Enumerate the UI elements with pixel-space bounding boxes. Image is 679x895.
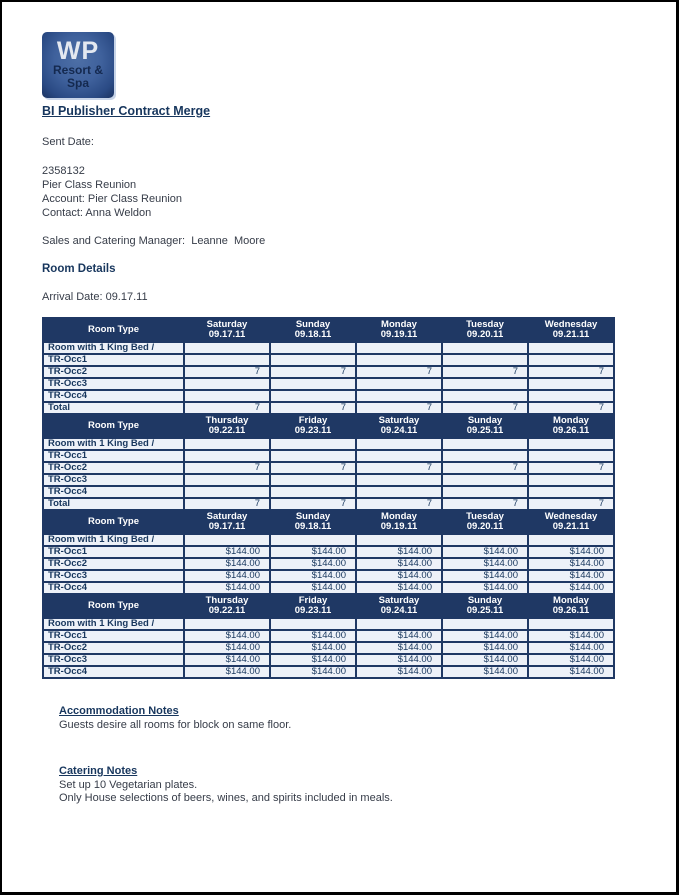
value-cell: $144.00 — [184, 630, 270, 642]
value-cell: $144.00 — [184, 570, 270, 582]
value-cell — [442, 354, 528, 366]
table-row — [43, 462, 614, 474]
notes-section — [59, 705, 648, 806]
accommodation-notes-heading: Accommodation Notes — [59, 705, 179, 717]
occupancy-week-1 — [42, 317, 615, 415]
value-cell: $144.00 — [528, 570, 614, 582]
table-row — [43, 450, 614, 462]
value-cell: 7 — [270, 462, 356, 474]
table-header-row — [43, 594, 614, 618]
value-cell — [528, 618, 614, 630]
value-cell: 7 — [184, 462, 270, 474]
value-cell: $144.00 — [442, 642, 528, 654]
value-cell — [184, 354, 270, 366]
value-cell: $144.00 — [356, 630, 442, 642]
value-cell: $144.00 — [528, 582, 614, 594]
value-cell: 7 — [356, 366, 442, 378]
value-cell — [184, 534, 270, 546]
value-cell: $144.00 — [184, 546, 270, 558]
row-label: TR-Occ4 — [43, 390, 184, 402]
value-cell — [270, 474, 356, 486]
value-cell — [356, 486, 442, 498]
row-label: TR-Occ4 — [43, 582, 184, 594]
value-cell: $144.00 — [442, 630, 528, 642]
table-row — [43, 378, 614, 390]
value-cell: 7 — [184, 498, 270, 510]
occupancy-week-2 — [42, 413, 615, 511]
value-cell: $144.00 — [442, 546, 528, 558]
day-column-header: Saturday 09.17.11 — [184, 510, 270, 534]
rates-week-1 — [42, 509, 615, 595]
value-cell: $144.00 — [356, 570, 442, 582]
value-cell — [270, 342, 356, 354]
room-type-header: Room Type — [43, 594, 184, 618]
value-cell — [356, 390, 442, 402]
value-cell — [356, 354, 442, 366]
value-cell — [270, 438, 356, 450]
value-cell: 7 — [442, 462, 528, 474]
value-cell: 7 — [356, 498, 442, 510]
value-cell: 7 — [184, 366, 270, 378]
room-type-header: Room Type — [43, 510, 184, 534]
day-column-header: Friday 09.23.11 — [270, 414, 356, 438]
value-cell: $144.00 — [528, 654, 614, 666]
day-column-header: Monday 09.26.11 — [528, 414, 614, 438]
value-cell: $144.00 — [528, 630, 614, 642]
row-label: TR-Occ3 — [43, 654, 184, 666]
booking-contact: Contact: Anna Weldon — [42, 207, 152, 219]
value-cell — [528, 534, 614, 546]
value-cell: $144.00 — [442, 570, 528, 582]
value-cell: $144.00 — [184, 558, 270, 570]
table-row — [43, 342, 614, 354]
row-label: TR-Occ3 — [43, 474, 184, 486]
room-details-heading: Room Details — [42, 263, 116, 275]
value-cell: 7 — [270, 498, 356, 510]
value-cell — [442, 378, 528, 390]
value-cell — [184, 342, 270, 354]
catering-notes-block — [59, 765, 648, 806]
value-cell: $144.00 — [184, 642, 270, 654]
value-cell: 7 — [442, 402, 528, 414]
value-cell — [184, 474, 270, 486]
day-column-header: Saturday 09.24.11 — [356, 594, 442, 618]
value-cell: $144.00 — [356, 582, 442, 594]
value-cell: 7 — [528, 402, 614, 414]
booking-name: Pier Class Reunion — [42, 179, 137, 191]
table-row — [43, 546, 614, 558]
row-label: TR-Occ1 — [43, 450, 184, 462]
value-cell: $144.00 — [528, 666, 614, 678]
table-row — [43, 630, 614, 642]
row-label: TR-Occ3 — [43, 378, 184, 390]
value-cell: 7 — [528, 366, 614, 378]
accommodation-note-line: Guests desire all rooms for block on same floor. — [59, 718, 292, 731]
value-cell — [184, 438, 270, 450]
value-cell: $144.00 — [270, 582, 356, 594]
value-cell — [442, 438, 528, 450]
row-label: TR-Occ2 — [43, 462, 184, 474]
value-cell — [528, 474, 614, 486]
day-column-header: Saturday 09.17.11 — [184, 318, 270, 342]
value-cell — [528, 342, 614, 354]
sales-catering-manager-line: Sales and Catering Manager: Leanne Moore — [42, 235, 266, 247]
day-column-header: Sunday 09.25.11 — [442, 414, 528, 438]
room-type-header: Room Type — [43, 414, 184, 438]
value-cell: $144.00 — [356, 546, 442, 558]
booking-account: Account: Pier Class Reunion — [42, 193, 183, 205]
value-cell: 7 — [270, 366, 356, 378]
value-cell: $144.00 — [184, 582, 270, 594]
table-row — [43, 618, 614, 630]
day-column-header: Monday 09.19.11 — [356, 318, 442, 342]
day-column-header: Tuesday 09.20.11 — [442, 510, 528, 534]
value-cell — [528, 354, 614, 366]
table-row — [43, 354, 614, 366]
value-cell: $144.00 — [356, 654, 442, 666]
value-cell: $144.00 — [528, 642, 614, 654]
value-cell: 7 — [528, 462, 614, 474]
row-label: Room with 1 King Bed / — [43, 438, 184, 450]
value-cell: $144.00 — [270, 570, 356, 582]
catering-note-line-1: Set up 10 Vegetarian plates. — [59, 778, 198, 791]
table-header-row — [43, 414, 614, 438]
value-cell: 7 — [356, 402, 442, 414]
value-cell — [270, 390, 356, 402]
value-cell — [442, 450, 528, 462]
day-column-header: Sunday 09.25.11 — [442, 594, 528, 618]
value-cell: $144.00 — [442, 654, 528, 666]
value-cell — [442, 474, 528, 486]
day-column-header: Sunday 09.18.11 — [270, 318, 356, 342]
value-cell — [184, 450, 270, 462]
day-column-header: Wednesday 09.21.11 — [528, 510, 614, 534]
value-cell — [184, 390, 270, 402]
day-column-header: Thursday 09.22.11 — [184, 414, 270, 438]
value-cell: $144.00 — [528, 558, 614, 570]
row-label: TR-Occ2 — [43, 366, 184, 378]
row-label: TR-Occ1 — [43, 546, 184, 558]
row-label: Total — [43, 498, 184, 510]
value-cell: $144.00 — [270, 654, 356, 666]
table-row — [43, 438, 614, 450]
value-cell — [356, 534, 442, 546]
value-cell — [356, 378, 442, 390]
table-row — [43, 486, 614, 498]
value-cell — [442, 486, 528, 498]
value-cell: $144.00 — [356, 642, 442, 654]
day-column-header: Tuesday 09.20.11 — [442, 318, 528, 342]
row-label: TR-Occ3 — [43, 570, 184, 582]
accommodation-notes-block — [59, 705, 648, 732]
value-cell — [356, 438, 442, 450]
value-cell — [442, 534, 528, 546]
row-label: TR-Occ4 — [43, 486, 184, 498]
value-cell — [442, 390, 528, 402]
day-column-header: Saturday 09.24.11 — [356, 414, 442, 438]
logo-subtitle-line1: Resort & — [52, 63, 103, 77]
row-label: Total — [43, 402, 184, 414]
value-cell — [528, 450, 614, 462]
row-label: TR-Occ4 — [43, 666, 184, 678]
value-cell — [356, 450, 442, 462]
value-cell — [184, 618, 270, 630]
table-row — [43, 534, 614, 546]
row-label: TR-Occ2 — [43, 642, 184, 654]
document-content — [2, 2, 676, 806]
value-cell — [356, 342, 442, 354]
table-header-row — [43, 318, 614, 342]
day-column-header: Monday 09.19.11 — [356, 510, 442, 534]
value-cell: 7 — [184, 402, 270, 414]
table-row — [43, 558, 614, 570]
arrival-date: Arrival Date: 09.17.11 — [42, 291, 148, 303]
room-tables — [42, 317, 648, 679]
value-cell: 7 — [270, 402, 356, 414]
value-cell: $144.00 — [270, 546, 356, 558]
value-cell: 7 — [356, 462, 442, 474]
table-row — [43, 642, 614, 654]
value-cell — [270, 618, 356, 630]
row-label: TR-Occ1 — [43, 354, 184, 366]
row-label: TR-Occ2 — [43, 558, 184, 570]
table-row — [43, 390, 614, 402]
value-cell — [356, 474, 442, 486]
value-cell: $144.00 — [270, 666, 356, 678]
booking-id: 2358132 — [42, 165, 85, 177]
rates-week-2 — [42, 593, 615, 679]
value-cell — [528, 438, 614, 450]
value-cell — [184, 378, 270, 390]
value-cell — [528, 390, 614, 402]
table-row — [43, 654, 614, 666]
booking-info-block — [42, 164, 648, 220]
catering-notes-heading: Catering Notes — [59, 765, 138, 777]
value-cell — [270, 354, 356, 366]
value-cell: $144.00 — [356, 558, 442, 570]
catering-note-line-2: Only House selections of beers, wines, and spirits included in meals. — [59, 792, 393, 804]
value-cell — [270, 378, 356, 390]
logo-acronym: WP — [56, 37, 100, 65]
value-cell: $144.00 — [270, 630, 356, 642]
value-cell: 7 — [442, 498, 528, 510]
day-column-header: Wednesday 09.21.11 — [528, 318, 614, 342]
value-cell — [442, 342, 528, 354]
day-column-header: Monday 09.26.11 — [528, 594, 614, 618]
table-row — [43, 366, 614, 378]
value-cell: $144.00 — [442, 582, 528, 594]
value-cell: 7 — [442, 366, 528, 378]
value-cell — [528, 378, 614, 390]
room-type-header: Room Type — [43, 318, 184, 342]
value-cell — [528, 486, 614, 498]
logo-subtitle-line2: Spa — [66, 76, 89, 90]
table-row — [43, 666, 614, 678]
table-row — [43, 570, 614, 582]
value-cell: $144.00 — [528, 546, 614, 558]
row-label: Room with 1 King Bed / — [43, 534, 184, 546]
value-cell: $144.00 — [270, 558, 356, 570]
document-title: BI Publisher Contract Merge — [42, 104, 211, 118]
value-cell — [270, 534, 356, 546]
row-label: Room with 1 King Bed / — [43, 618, 184, 630]
value-cell: $144.00 — [184, 654, 270, 666]
value-cell: $144.00 — [184, 666, 270, 678]
value-cell: 7 — [528, 498, 614, 510]
row-label: Room with 1 King Bed / — [43, 342, 184, 354]
value-cell: $144.00 — [442, 666, 528, 678]
value-cell — [184, 486, 270, 498]
day-column-header: Friday 09.23.11 — [270, 594, 356, 618]
table-header-row — [43, 510, 614, 534]
value-cell: $144.00 — [270, 642, 356, 654]
value-cell — [270, 450, 356, 462]
table-row — [43, 474, 614, 486]
value-cell — [442, 618, 528, 630]
value-cell: $144.00 — [356, 666, 442, 678]
sent-date-label: Sent Date: — [42, 136, 94, 148]
row-label: TR-Occ1 — [43, 630, 184, 642]
value-cell: $144.00 — [442, 558, 528, 570]
value-cell — [270, 486, 356, 498]
resort-spa-logo — [42, 32, 114, 98]
value-cell — [356, 618, 442, 630]
day-column-header: Sunday 09.18.11 — [270, 510, 356, 534]
day-column-header: Thursday 09.22.11 — [184, 594, 270, 618]
